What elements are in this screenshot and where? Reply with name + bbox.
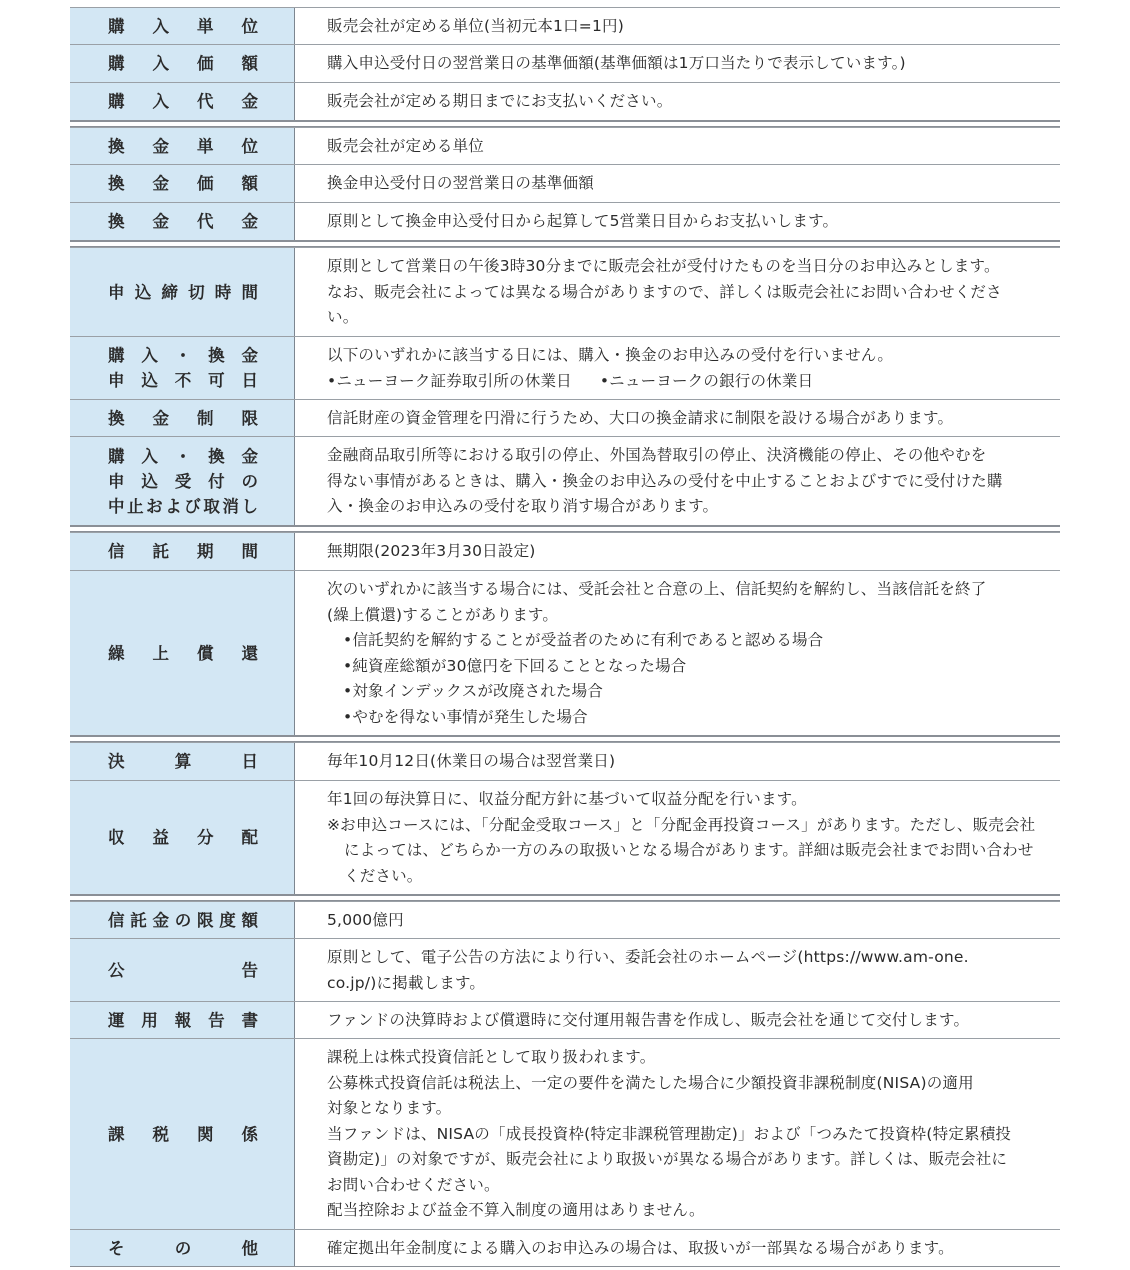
bullet-item: •対象インデックスが改廃された場合 — [343, 682, 604, 700]
value-taxation-line: 配当控除および益金不算入制度の適用はありません。 — [327, 1201, 705, 1220]
value-purchase-unit: 販売会社が定める単位(当初元本1口=1円) — [327, 16, 625, 35]
value-taxation-line: 公募株式投資信託は税法上、一定の要件を満たした場合に少額投資非課税制度(NISA)の適用 — [327, 1073, 974, 1092]
row-other — [70, 1229, 1060, 1266]
value-redemption-unit: 販売会社が定める単位 — [327, 136, 485, 155]
value-taxation-line: お問い合わせください。 — [327, 1175, 500, 1194]
closed-days-bullets — [327, 369, 1036, 395]
label-trust-limit: 信託金の限度額 — [108, 910, 258, 930]
row-closed-days — [70, 336, 1060, 399]
value-distribution-line: 年1回の毎決算日に、収益分配方針に基づいて収益分配を行います。 — [327, 790, 807, 808]
row-taxation — [70, 1038, 1060, 1229]
label-distribution: 収益分配 — [108, 828, 258, 847]
label-redemption-unit: 換金単位 — [108, 136, 258, 156]
label-other: その他 — [108, 1238, 258, 1258]
label-suspension: 申込受付の — [108, 471, 258, 491]
bullet-item: •やむを得ない事情が発生した場合 — [343, 707, 588, 726]
value-taxation-line: 対象となります。 — [327, 1099, 452, 1118]
label-redemption-payment: 換金代金 — [108, 212, 258, 231]
row-suspension — [70, 436, 1060, 525]
label-suspension: 中止および取消し — [108, 496, 258, 516]
row-cutoff — [70, 247, 1060, 336]
row-distribution — [70, 780, 1060, 894]
application-group — [70, 247, 1060, 526]
row-redemption-payment — [70, 202, 1060, 240]
row-public-notice — [70, 938, 1060, 1001]
row-purchase-price — [70, 44, 1060, 82]
bullet-item: •信託契約を解約することが受益者のために有利であると認める場合 — [343, 631, 824, 649]
row-settlement-date — [70, 742, 1060, 780]
label-redemption-limit: 換金制限 — [108, 408, 258, 428]
value-redemption-price: 換金申込受付日の翌営業日の基準価額 — [327, 174, 594, 193]
row-redemption-unit — [70, 127, 1060, 164]
value-redemption-payment: 原則として換金申込受付日から起算して5営業日目からお支払いします。 — [327, 212, 839, 231]
value-early-redemption-line: 次のいずれかに該当する場合には、受託会社と合意の上、信託契約を解約し、当該信託を終了 — [327, 580, 987, 598]
label-settlement-date: 決算日 — [108, 752, 258, 771]
label-report: 運用報告書 — [108, 1010, 258, 1030]
settlement-group — [70, 742, 1060, 895]
bullet-item: •純資産総額が30億円を下回ることとなった場合 — [343, 656, 687, 675]
row-trust-limit — [70, 901, 1060, 938]
value-taxation-line: 課税上は株式投資信託として取り扱われます。 — [327, 1048, 656, 1067]
misc-group — [70, 901, 1060, 1267]
value-taxation-line: 資勘定)」の対象ですが、販売会社により取扱いが異なる場合があります。詳しくは、販売会社に — [327, 1150, 1008, 1169]
label-redemption-price: 換金価額 — [108, 174, 258, 193]
label-suspension: 購入・換金 — [108, 446, 258, 466]
purchase-group — [70, 7, 1060, 121]
fund-terms-table — [70, 7, 1060, 1267]
row-report — [70, 1001, 1060, 1038]
value-trust-limit: 5,000億円 — [327, 910, 404, 929]
label-closed-days: 購入・換金 — [108, 346, 258, 365]
value-redemption-limit: 信託財産の資金管理を円滑に行うため、大口の換金請求に制限を設ける場合があります。 — [327, 408, 954, 427]
value-public-notice-line: co.jp/)に掲載します。 — [327, 973, 486, 992]
row-trust-period — [70, 532, 1060, 570]
label-public-notice: 公告 — [108, 960, 258, 980]
value-report: ファンドの決算時および償還時に交付運用報告書を作成し、販売会社を通じて交付します。 — [327, 1010, 970, 1029]
value-taxation-line: 当ファンドは、NISAの「成長投資枠(特定非課税管理勘定)」および「つみたて投資枠(特定累積投 — [327, 1124, 1012, 1143]
label-purchase-price: 購入価額 — [108, 54, 258, 73]
row-redemption-limit — [70, 399, 1060, 436]
value-cutoff-line: い。 — [327, 308, 359, 327]
value-purchase-payment: 販売会社が定める期日までにお支払いください。 — [327, 92, 673, 111]
label-early-redemption: 繰上償還 — [108, 643, 258, 663]
label-trust-period: 信託期間 — [108, 542, 258, 561]
value-suspension-line: 金融商品取引所等における取引の停止、外国為替取引の停止、決済機能の停止、その他やむを — [327, 446, 987, 465]
bullet-item: •ニューヨークの銀行の休業日 — [599, 371, 814, 390]
value-distribution-note: ※お申込コースには、「分配金受取コース」と「分配金再投資コース」があります。ただし、販売会社によっては、どちらか一方のみの取扱いとなる場合があります。詳細は販売会社までお問い合わせください。 — [327, 815, 1036, 885]
value-early-redemption-line: (繰上償還)することがあります。 — [327, 605, 559, 624]
value-public-notice-line: 原則として、電子公告の方法により行い、委託会社のホームページ(https://www.am-one. — [327, 948, 969, 966]
label-taxation: 課税関係 — [108, 1124, 258, 1144]
redemption-group — [70, 127, 1060, 241]
bullet-item: •ニューヨーク証券取引所の休業日 — [327, 371, 572, 390]
row-purchase-unit — [70, 7, 1060, 44]
value-purchase-price: 購入申込受付日の翌営業日の基準価額(基準価額は1万口当たりで表示しています。) — [327, 54, 906, 73]
value-cutoff-line: なお、販売会社によっては異なる場合がありますので、詳しくは販売会社にお問い合わせくださ — [327, 282, 1002, 301]
value-settlement-date: 毎年10月12日(休業日の場合は翌営業日) — [327, 752, 616, 771]
value-suspension-line: 得ない事情があるときは、購入・換金のお申込みの受付を中止することおよびすでに受付けた購 — [327, 471, 1003, 490]
value-trust-period: 無期限(2023年3月30日設定) — [327, 542, 536, 561]
value-closed-days-line: 以下のいずれかに該当する日には、購入・換金のお申込みの受付を行いません。 — [327, 346, 894, 364]
trust-group — [70, 532, 1060, 736]
label-cutoff: 申込締切時間 — [108, 282, 258, 302]
value-cutoff-line: 原則として営業日の午後3時30分までに販売会社が受付けたものを当日分のお申込みとします。 — [327, 257, 1000, 276]
value-other: 確定拠出年金制度による購入のお申込みの場合は、取扱いが一部異なる場合があります。 — [327, 1238, 954, 1257]
label-closed-days: 申込不可日 — [108, 371, 258, 390]
row-redemption-price — [70, 164, 1060, 202]
label-purchase-payment: 購入代金 — [108, 92, 258, 111]
row-early-redemption — [70, 570, 1060, 735]
label-purchase-unit: 購入単位 — [108, 16, 258, 36]
row-purchase-payment — [70, 82, 1060, 120]
value-suspension-line: 入・換金のお申込みの受付を取り消す場合があります。 — [327, 497, 719, 516]
